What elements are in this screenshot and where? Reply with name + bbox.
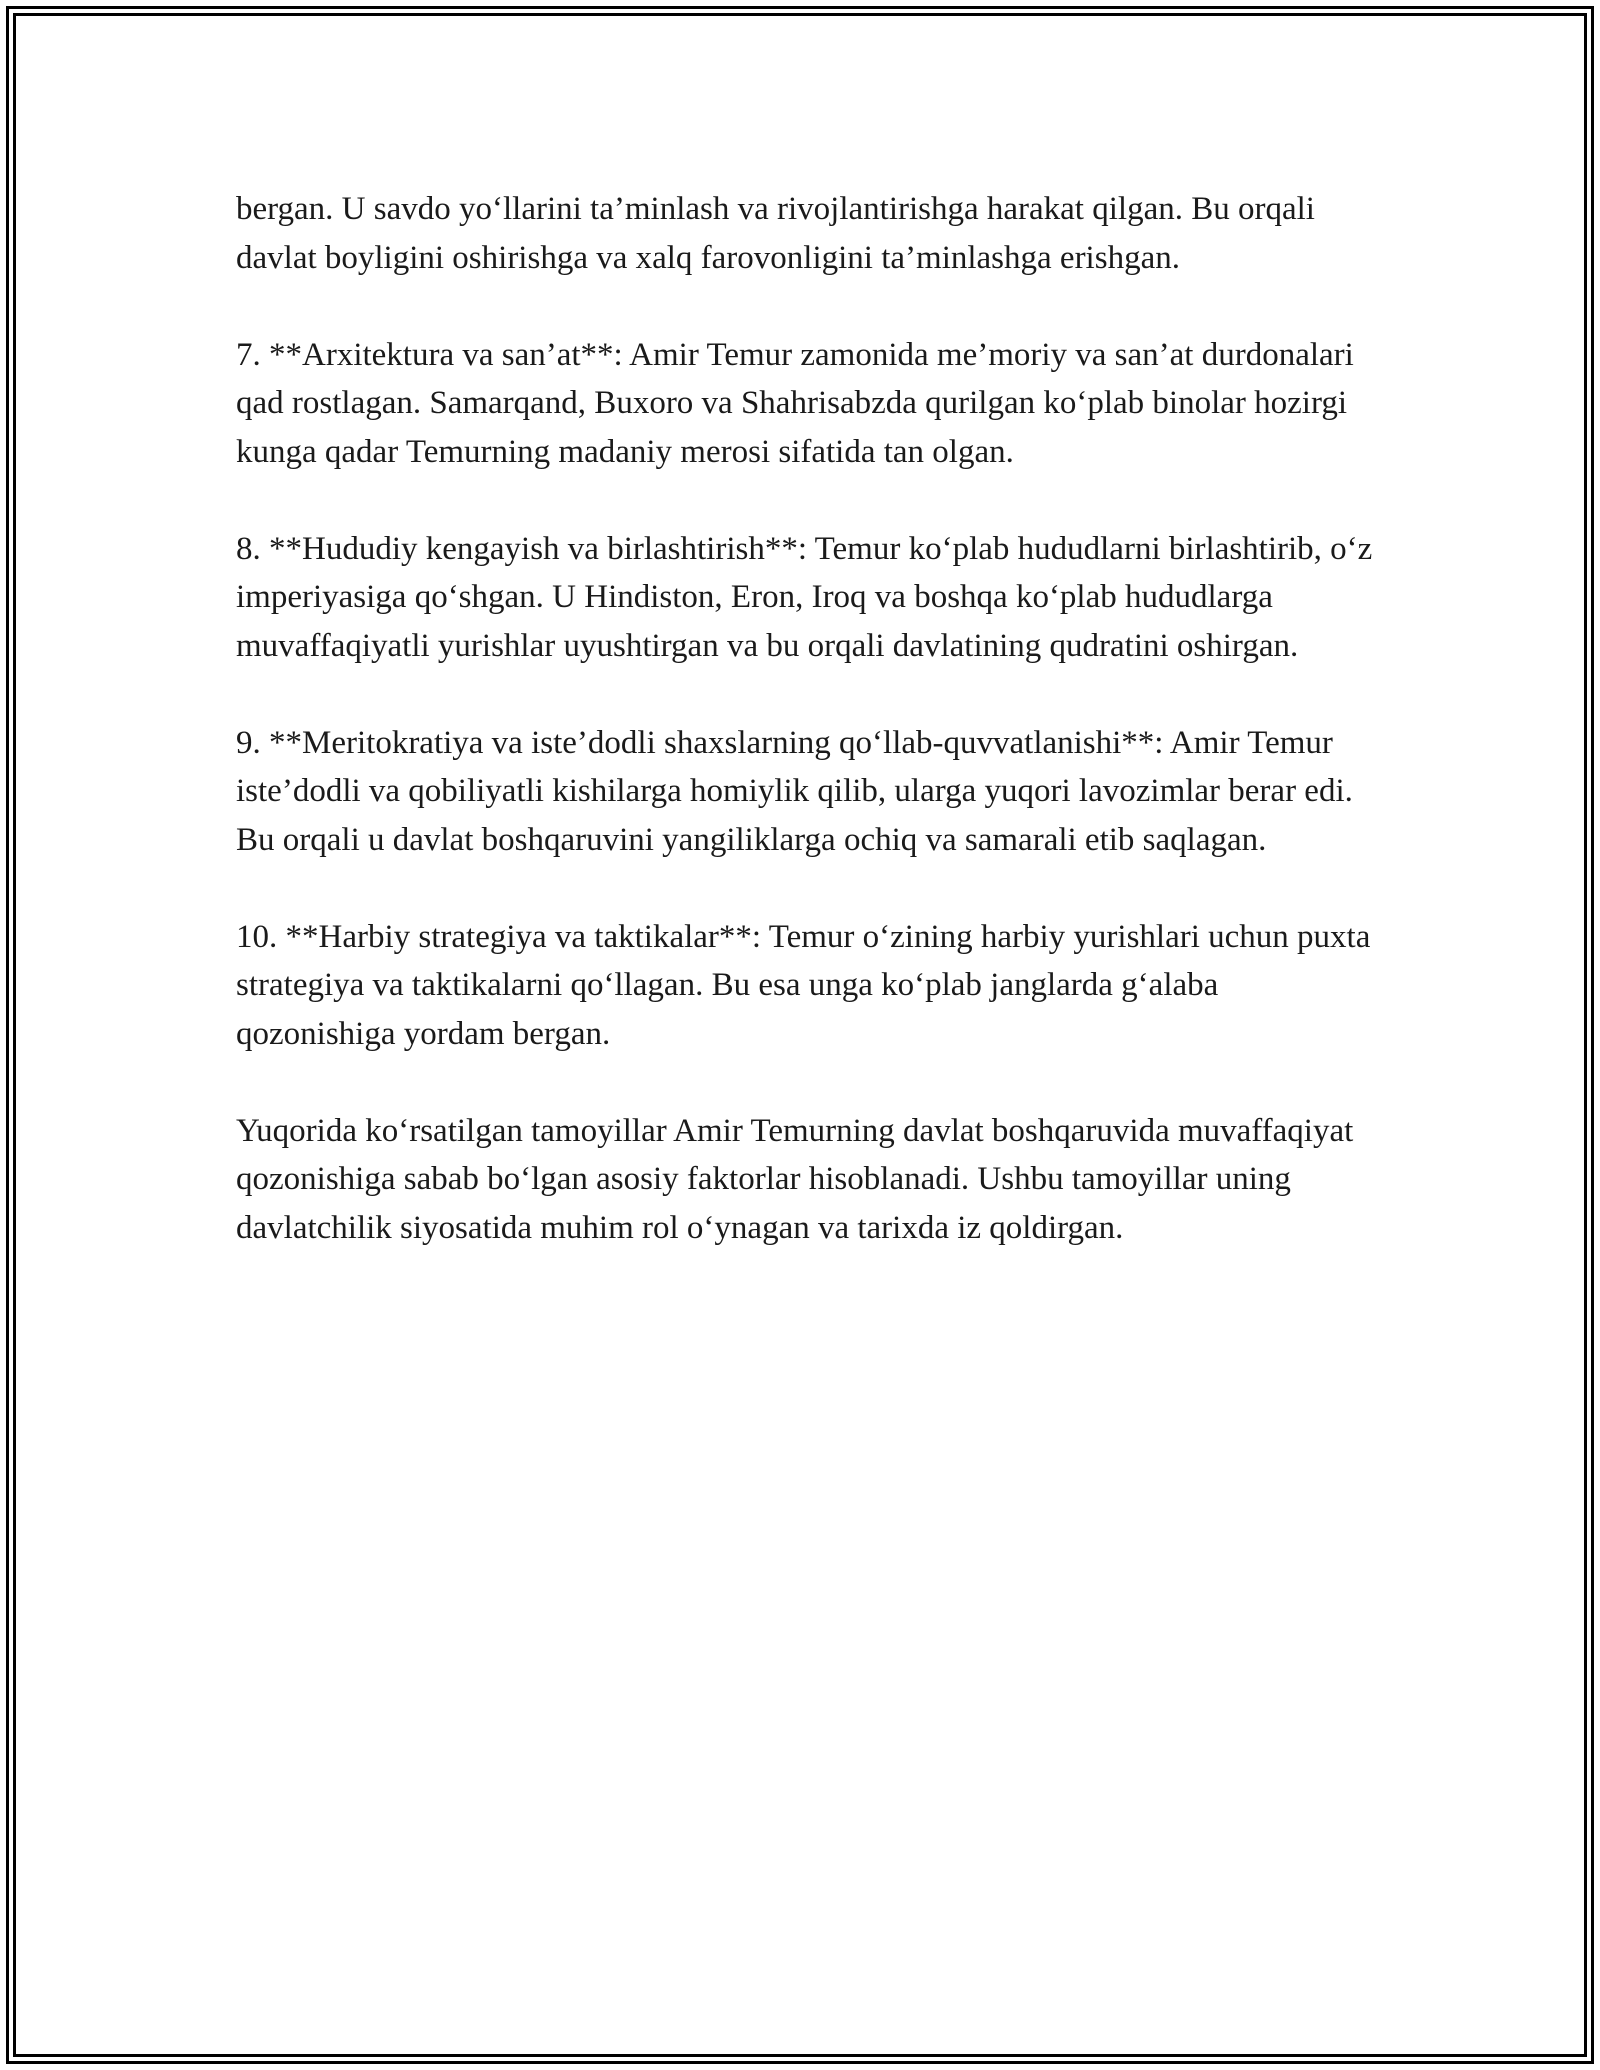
document-body: [236, 185, 1376, 1301]
paragraph-item-7: 7. **Arxitektura va san’at**: Amir Temur zamonida me’moriy va san’at durdonalari qad rostlagan. Samarqand, Buxoro va Shahrisabzda qurilgan ko‘plab binolar hozirgi kunga qadar Temurning madaniy merosi sifatida tan olgan.: [236, 336, 1354, 470]
paragraph-item-10: 10. **Harbiy strategiya va taktikalar**: Temur o‘zining harbiy yurishlari uchun puxta strategiya va taktikalarni qo‘llagan. Bu esa unga ko‘plab janglarda g‘alaba qozonishiga yordam bergan.: [236, 918, 1371, 1052]
paragraph-continuation: bergan. U savdo yo‘llarini ta’minlash va rivojlantirishga harakat qilgan. Bu orqali davlat boyligini oshirishga va xalq farovonligini ta’minlashga erishgan.: [236, 191, 1315, 276]
paragraph-item-9: 9. **Meritokratiya va iste’dodli shaxslarning qo‘llab-quvvatlanishi**: Amir Temur iste’dodli va qobiliyatli kishilarga homiylik qilib, ularga yuqori lavozimlar berar edi. Bu orqali u davlat boshqaruvini yangiliklarga ochiq va samarali etib saqlagan.: [236, 724, 1353, 858]
paragraph-conclusion: Yuqorida ko‘rsatilgan tamoyillar Amir Temurning davlat boshqaruvida muvaffaqiyat qozonishiga sabab bo‘lgan asosiy faktorlar hisoblanadi. Ushbu tamoyillar uning davlatchilik siyosatida muhim rol o‘ynagan va tarixda iz qoldirgan.: [236, 1112, 1354, 1246]
paragraph-item-8: 8. **Hududiy kengayish va birlashtirish**: Temur ko‘plab hududlarni birlashtirib, o‘z imperiyasiga qo‘shgan. U Hindiston, Eron, Iroq va boshqa ko‘plab hududlarga muvaffaqiyatli yurishlar uyushtirgan va bu orqali davlatining qudratini oshirgan.: [236, 530, 1373, 664]
